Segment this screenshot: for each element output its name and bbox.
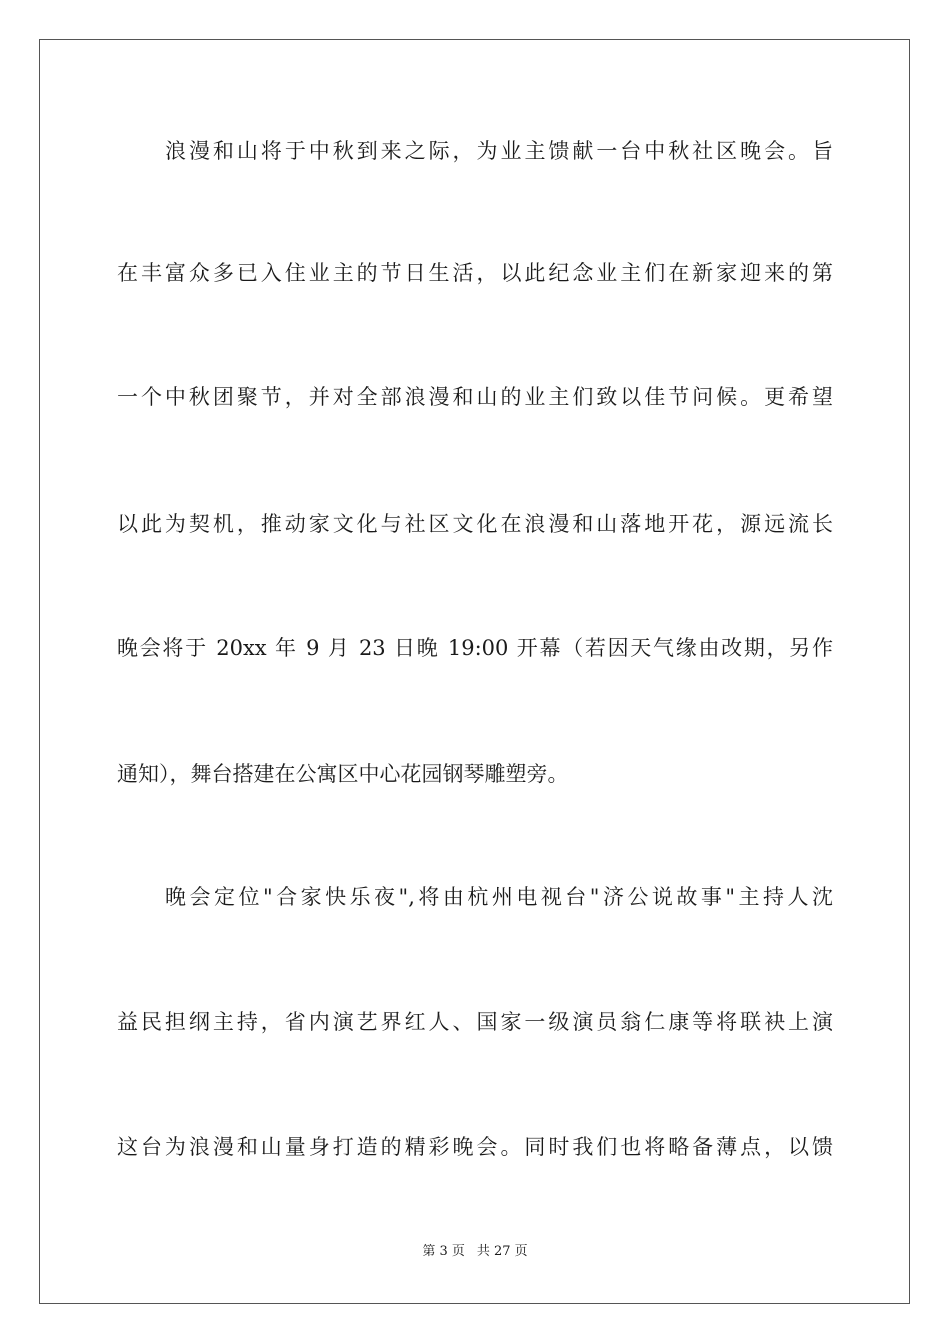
paragraph-line: 以此为契机，推动家文化与社区文化在浪漫和山落地开花，源远流长: [117, 512, 833, 536]
paragraph-line: 益民担纲主持，省内演艺界红人、国家一级演员翁仁康等将联袂上演: [117, 1010, 833, 1034]
paragraph-line: 晚会将于 20xx 年 9 月 23 日晚 19:00 开幕（若因天气缘由改期，另作: [117, 636, 833, 660]
paragraph-line: 通知），舞台搭建在公寓区中心花园钢琴雕塑旁。: [117, 762, 569, 786]
paragraph-line: 这台为浪漫和山量身打造的精彩晚会。同时我们也将略备薄点，以馈: [117, 1135, 833, 1159]
paragraph-line: 晚会定位"合家快乐夜",将由杭州电视台"济公说故事"主持人沈: [165, 885, 833, 909]
total-pages: 共 27 页: [476, 1244, 528, 1259]
paragraph-line: 一个中秋团聚节，并对全部浪漫和山的业主们致以佳节问候。更希望: [117, 385, 833, 409]
page-number: 第 3 页: [422, 1244, 465, 1259]
page-frame: [39, 39, 910, 1304]
paragraph-line: 浪漫和山将于中秋到来之际，为业主馈献一台中秋社区晚会。旨: [165, 139, 833, 163]
page-footer: [0, 1243, 950, 1261]
paragraph-line: 在丰富众多已入住业主的节日生活，以此纪念业主们在新家迎来的第: [117, 261, 833, 285]
